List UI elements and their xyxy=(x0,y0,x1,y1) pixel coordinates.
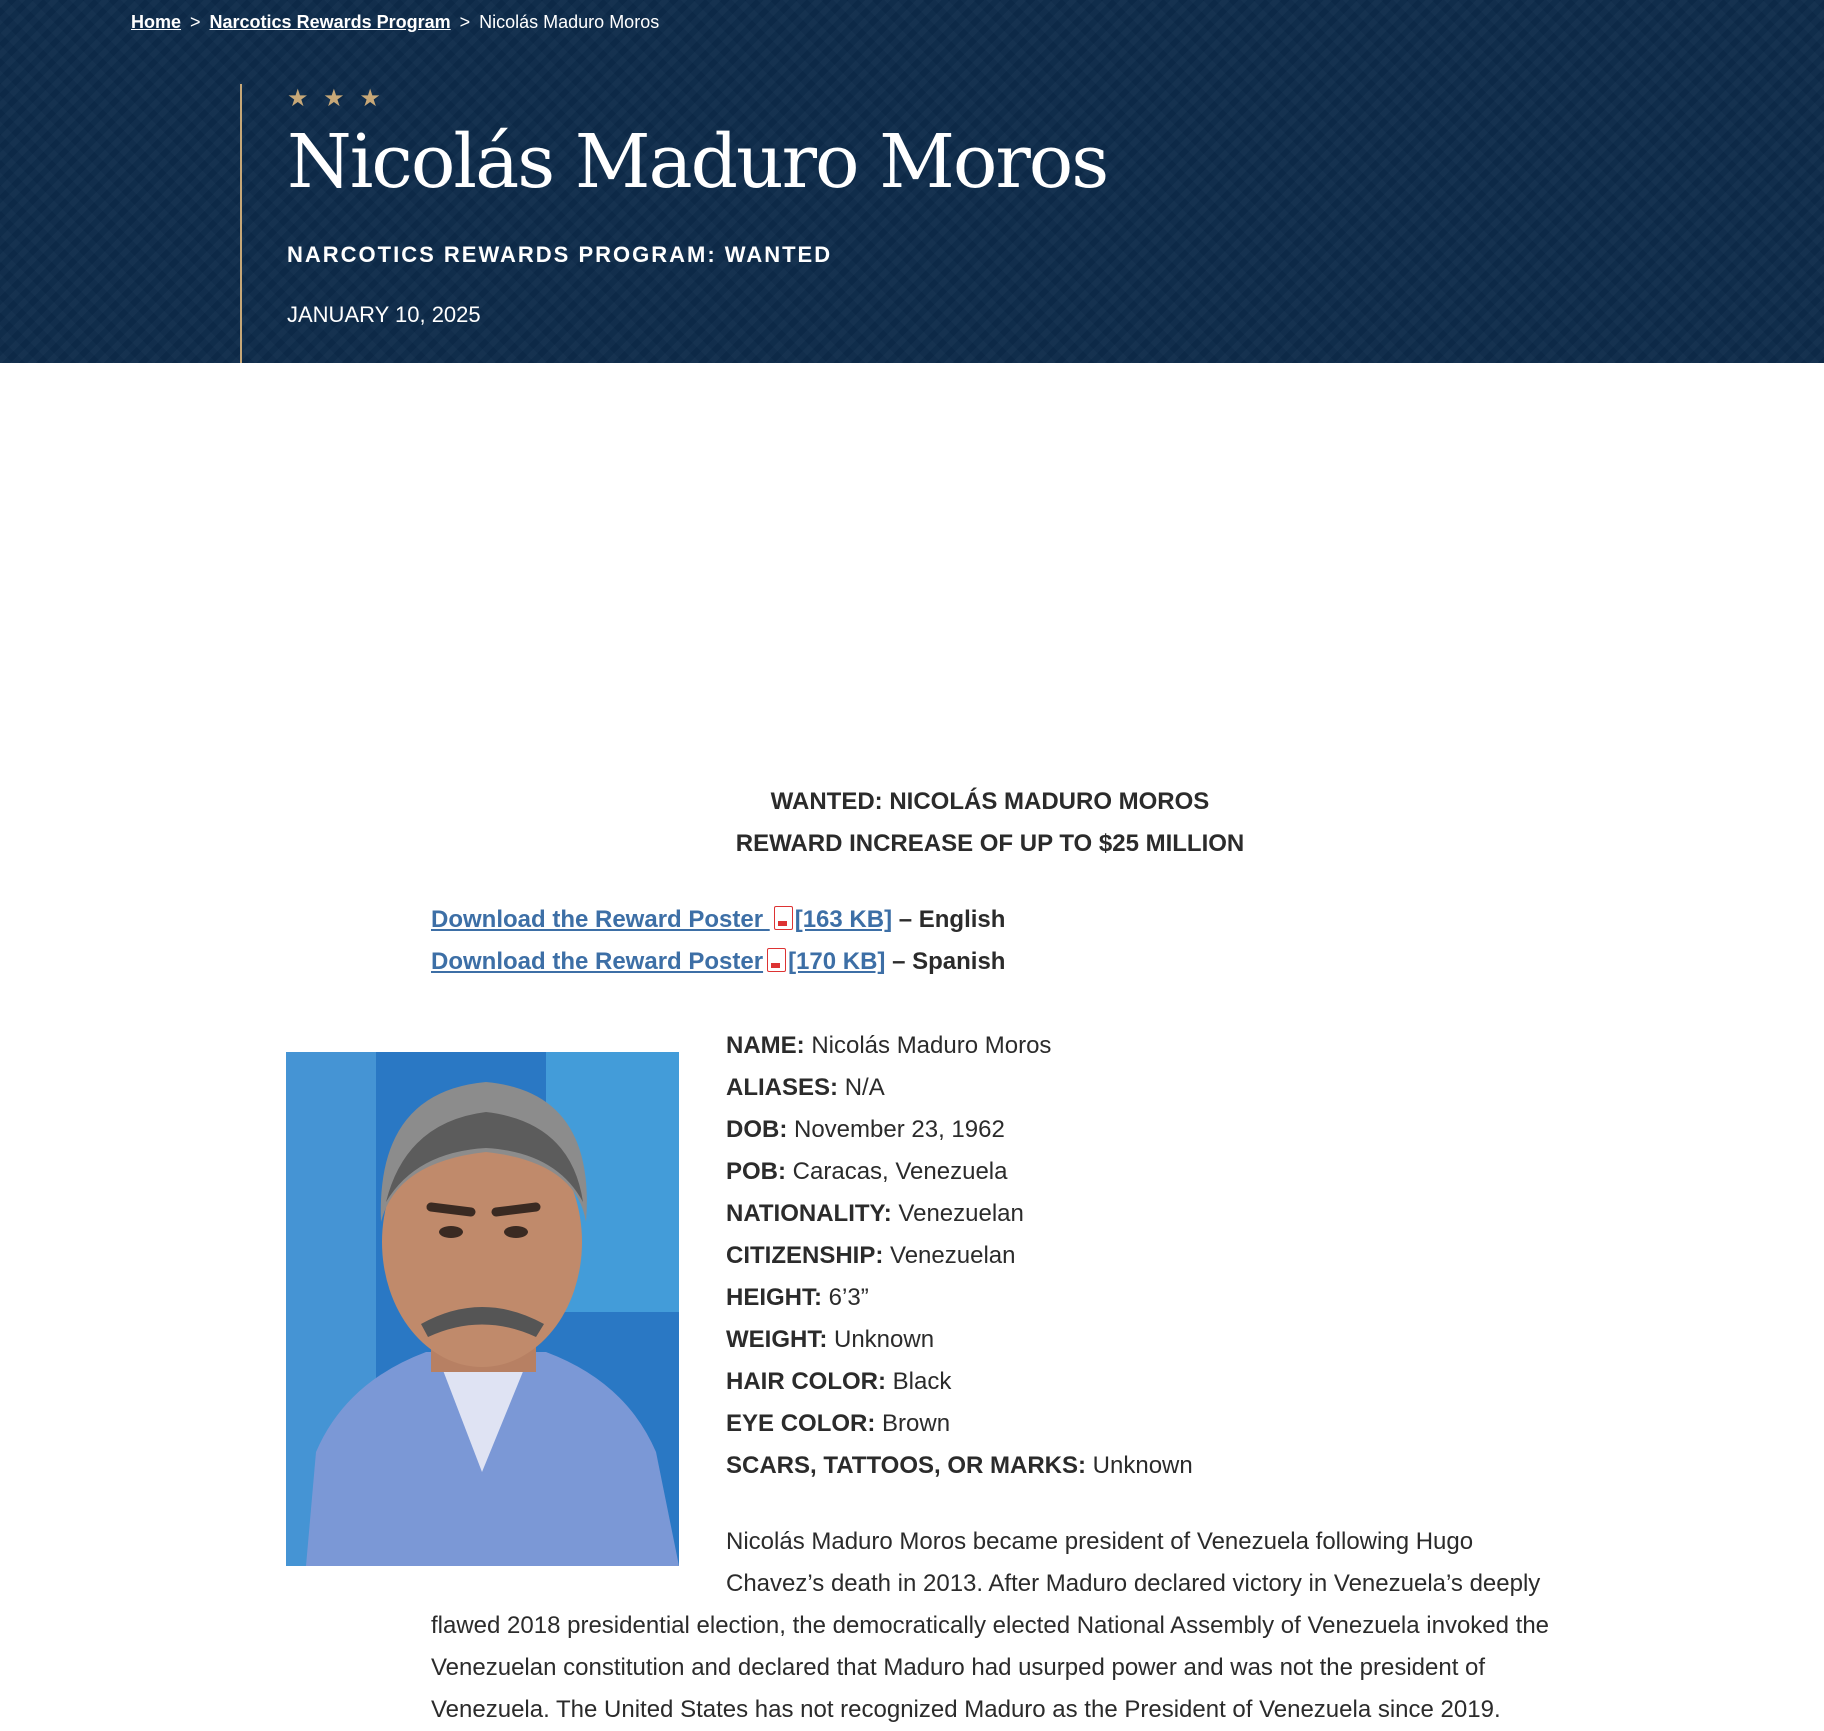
fact-value: Venezuelan xyxy=(890,1242,1016,1269)
hero-content xyxy=(240,84,1542,363)
fact-label: NATIONALITY: xyxy=(726,1200,892,1227)
fact-value: Unknown xyxy=(1092,1452,1193,1479)
download-language: – Spanish xyxy=(892,948,1006,975)
biography-paragraph-start: Nicolás Maduro Moros became president of Venezuela following Hugo Chavez’s death in 2013. After Maduro declared victory in Venezuela’s deeply xyxy=(726,1528,1541,1597)
fact-value: Brown xyxy=(882,1410,951,1437)
fact-value: Nicolás Maduro Moros xyxy=(811,1032,1052,1059)
fact-value: Unknown xyxy=(834,1326,935,1353)
fact-hair-color xyxy=(726,1361,1193,1403)
fact-value: Caracas, Venezuela xyxy=(792,1158,1008,1185)
breadcrumb xyxy=(131,12,659,33)
download-language: – English xyxy=(898,906,1006,933)
fact-label: WEIGHT: xyxy=(726,1326,828,1353)
page-hero xyxy=(0,0,1824,363)
fact-citizenship xyxy=(726,1235,1193,1277)
pdf-icon xyxy=(774,906,793,930)
download-link-label: Download the Reward Poster xyxy=(431,948,764,975)
download-file-size: [170 KB] xyxy=(788,948,886,975)
fact-label: POB: xyxy=(726,1158,786,1185)
fact-dob xyxy=(726,1109,1193,1151)
fact-label: DOB: xyxy=(726,1116,788,1143)
fact-pob xyxy=(726,1151,1193,1193)
fact-label: ALIASES: xyxy=(726,1074,839,1101)
pdf-icon xyxy=(767,948,786,972)
page-subtitle: NARCOTICS REWARDS PROGRAM: WANTED xyxy=(287,242,833,267)
download-spanish xyxy=(431,948,1005,976)
fact-label: HEIGHT: xyxy=(726,1284,822,1311)
fact-aliases xyxy=(726,1067,1193,1109)
fact-value: November 23, 1962 xyxy=(794,1116,1005,1143)
publish-date: JANUARY 10, 2025 xyxy=(287,302,481,327)
fact-label: SCARS, TATTOOS, OR MARKS: xyxy=(726,1452,1086,1479)
download-link-label: Download the Reward Poster xyxy=(431,906,770,933)
page-title: Nicolás Maduro Moros xyxy=(287,119,1108,205)
fact-eye-color xyxy=(726,1403,1193,1445)
fact-weight xyxy=(726,1319,1193,1361)
download-file-size: [163 KB] xyxy=(794,906,893,933)
fact-value: Venezuelan xyxy=(898,1200,1024,1227)
download-poster-english-link[interactable] xyxy=(431,906,892,933)
breadcrumb-current: Nicolás Maduro Moros xyxy=(479,12,660,32)
suspect-photo xyxy=(286,1052,679,1566)
download-poster-spanish-link[interactable] xyxy=(431,948,885,975)
breadcrumb-separator: > xyxy=(190,12,201,32)
biography-paragraph-continued: flawed 2018 presidential election, the democratically elected National Assembly of Venezuela invoked the Venezuelan constitution and declared that Maduro had usurped power and was not the president of Venezuela. The United States has not recognized Maduro as the President of Venezuela since 2019. xyxy=(431,1612,1550,1723)
breadcrumb-separator: > xyxy=(459,12,471,32)
reward-heading: REWARD INCREASE OF UP TO $25 MILLION xyxy=(735,830,1245,857)
fact-marks xyxy=(726,1445,1193,1487)
fact-name xyxy=(726,1025,1193,1067)
fact-height xyxy=(726,1277,1193,1319)
fact-label: NAME: xyxy=(726,1032,805,1059)
fact-label: EYE COLOR: xyxy=(726,1410,876,1437)
portrait-image xyxy=(286,1052,679,1566)
fact-nationality xyxy=(726,1193,1193,1235)
suspect-details xyxy=(726,1025,1193,1487)
breadcrumb-program-link[interactable]: Narcotics Rewards Program xyxy=(209,12,451,32)
wanted-heading: WANTED: NICOLÁS MADURO MOROS xyxy=(770,788,1210,815)
fact-value: N/A xyxy=(844,1074,885,1101)
fact-value: 6’3” xyxy=(828,1284,869,1311)
fact-label: CITIZENSHIP: xyxy=(726,1242,884,1269)
fact-value: Black xyxy=(892,1368,952,1395)
breadcrumb-home-link[interactable]: Home xyxy=(131,12,182,32)
fact-label: HAIR COLOR: xyxy=(726,1368,886,1395)
star-icons: ★ ★ ★ xyxy=(287,85,385,112)
download-english xyxy=(431,906,1005,934)
